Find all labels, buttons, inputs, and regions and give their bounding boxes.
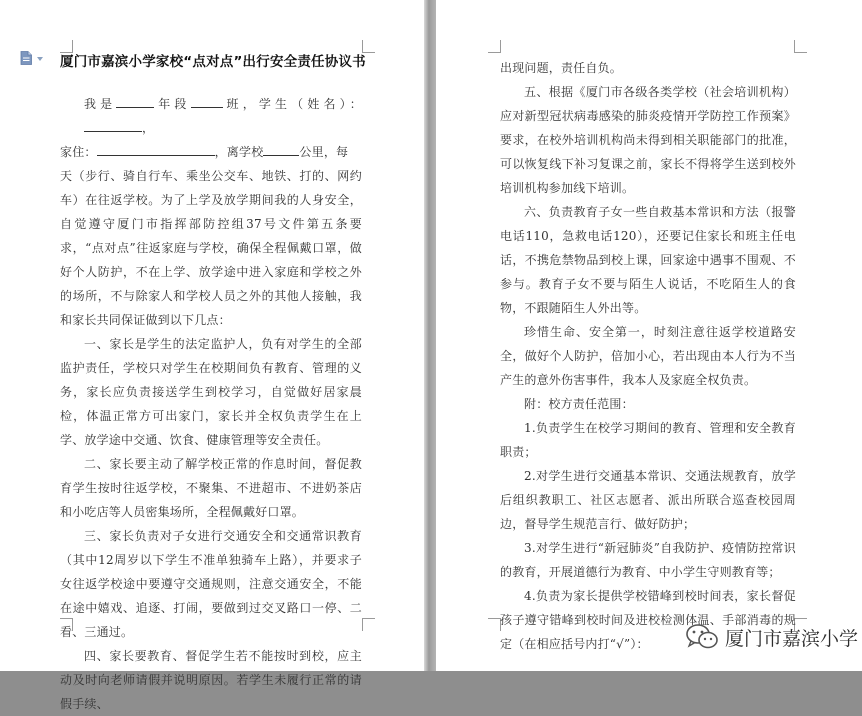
- watermark: [685, 617, 858, 657]
- document-page-right: [436, 0, 862, 671]
- clause-3: 三、家长负责对子女进行交通安全和交通常识教育（其中12周岁以下学生不准单独骑车上路），并要求子女往返学校途中要遵守交通规则，注意交通安全，不能在途中嬉戏、追逐、打闹，要做到过交叉路口一停、二看、三通过。: [60, 529, 362, 639]
- intro-label: 家住：: [60, 145, 97, 159]
- intro-paragraph: 天（步行、骑自行车、乘坐公交车、地铁、打的、网约车）在往返学校。为了上学及放学期间我的人身安全，自觉遵守厦门市指挥部防控组37号文件第五条要求，“点对点”往返家庭与学校，确保全程佩戴口罩，做好个人防护，不在上学、放学途中进入家庭和学校之外的场所，不与除家人和学校人员之外的其他人接触，我和家长共同保证做到以下几点：: [60, 169, 362, 327]
- grade-blank[interactable]: [116, 93, 154, 108]
- margin-corner-mark: [794, 40, 807, 53]
- clause-4-continued: 出现问题，责任自负。: [500, 61, 623, 75]
- intro-label: 我是: [84, 97, 117, 111]
- closing-statement: 珍惜生命、安全第一，时刻注意往返学校道路安全，做好个人防护，倍加小心，若出现由本人行为不当产生的意外伤害事件，我本人及家庭全权负责。: [500, 325, 796, 387]
- name-blank[interactable]: [84, 117, 142, 132]
- intro-line-2: [60, 140, 362, 164]
- watermark-text: 厦门市嘉滨小学: [724, 627, 858, 650]
- address-blank[interactable]: [97, 141, 215, 156]
- intro-label: 年段: [154, 97, 191, 111]
- document-icon[interactable]: [20, 51, 32, 65]
- intro-label: ，离学校: [214, 145, 264, 159]
- left-body: [60, 92, 362, 716]
- clause-4: 四、家长要教育、督促学生若不能按时到校，应主动及时向老师请假并说明原因。若学生未履行正常的请假手续、: [60, 649, 362, 711]
- clause-5: 五、根据《厦门市各级各类学校（社会培训机构）应对新型冠状病毒感染的肺炎疫情开学防控工作预案》要求，在校外培训机构尚未得到相关职能部门的批准，可以恢复线下补习复课之前，家长不得将学生送到校外培训机构参加线下培训。: [500, 85, 796, 195]
- margin-corner-mark: [362, 618, 375, 631]
- page-gap: [424, 0, 436, 671]
- clause-6: 六、负责教育子女一些自救基本常识和方法（报警电话110，急救电话120），还要记住家长和班主任电话，不携危禁物品到校上课，回家途中遇事不围观、不参与。教育子女不要与陌生人说话，不吃陌生人的食物，不跟随陌生人外出等。: [500, 205, 796, 315]
- school-duty-1: 1.负责学生在校学习期间的教育、管理和安全教育职责；: [500, 421, 796, 459]
- school-duty-4: 4.负责为家长提供学校错峰到校时间表，家长督促孩子遵守错峰到校时间及进校检测体温、手部消毒的规定（在相应括号内打“√”）：: [500, 589, 796, 651]
- clause-1: 一、家长是学生的法定监护人，负有对学生的全部监护责任，学校只对学生在校期间负有教育、管理的义务，家长应负责接送学生到校学习，自觉做好居家晨检，体温正常方可出家门，家长并全权负责学生在上学、放学途中交通、饮食、健康管理等安全责任。: [60, 337, 362, 447]
- intro-label: 公里，每: [299, 145, 349, 159]
- distance-blank[interactable]: [263, 141, 299, 156]
- clause-2: 二、家长要主动了解学校正常的作息时间，督促教育学生按时往返学校，不聚集、不进超市、不进奶茶店和小吃店等人员密集场所，全程佩戴好口罩。: [60, 457, 362, 519]
- document-title: 厦门市嘉滨小学家校“点对点”出行安全责任协议书: [60, 54, 366, 70]
- chevron-down-icon[interactable]: [37, 57, 43, 61]
- intro-line-1: [60, 92, 362, 140]
- school-duty-3: 3.对学生进行“新冠肺炎”自我防护、疫情防控常识的教育，开展道德行为教育、中小学生守则教育等；: [500, 541, 796, 579]
- class-blank[interactable]: [191, 93, 223, 108]
- wechat-icon: [685, 623, 719, 651]
- intro-label: 班，学生（姓名）：: [222, 97, 362, 111]
- document-page-left: [0, 0, 424, 711]
- margin-corner-mark: [488, 40, 501, 53]
- right-body: [500, 56, 796, 656]
- appendix-heading: 附：校方责任范围：: [524, 397, 634, 411]
- school-duty-2: 2.对学生进行交通基本常识、交通法规教育，放学后组织教职工、社区志愿者、派出所联合巡查校园周边，督导学生规范言行、做好防护；: [500, 469, 796, 531]
- intro-label: ，: [142, 121, 155, 135]
